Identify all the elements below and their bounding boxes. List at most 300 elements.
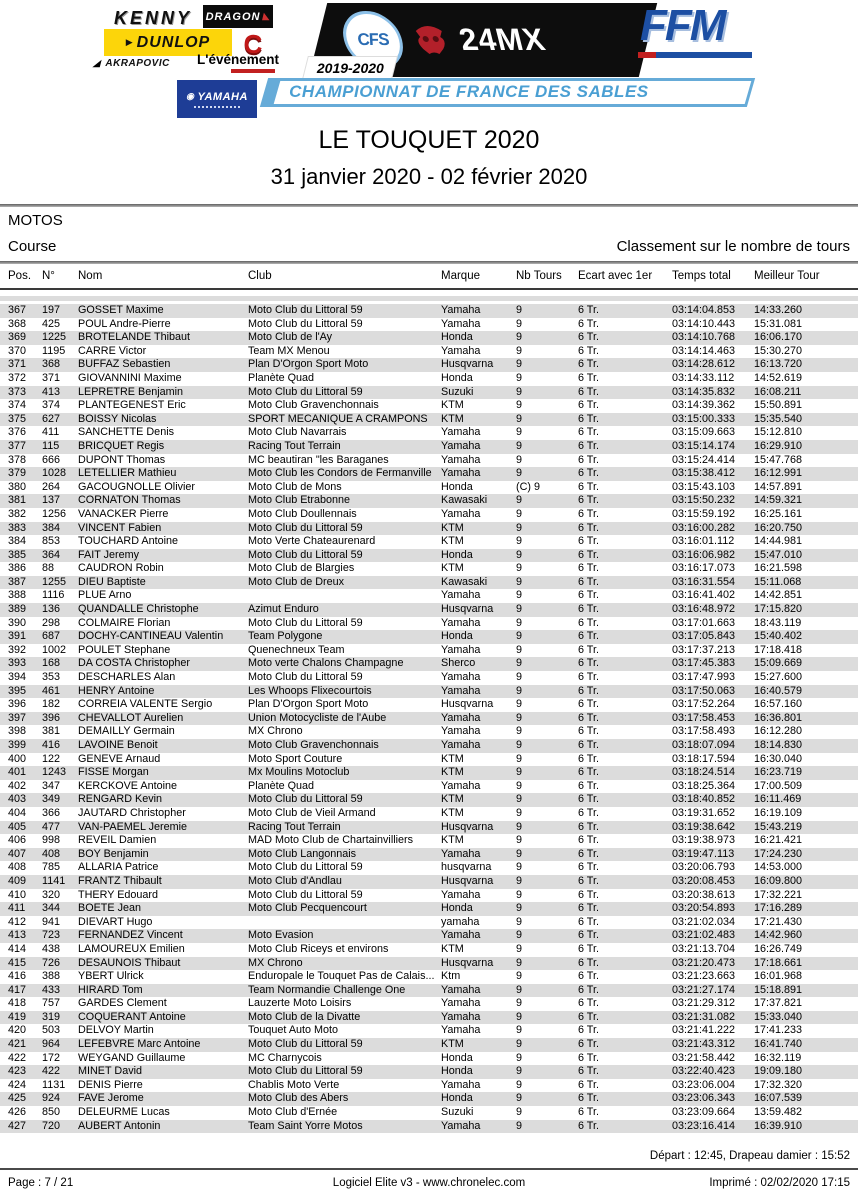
table-row (0, 970, 858, 984)
cell: 394 (8, 671, 27, 684)
cell: 03:16:06.982 (672, 548, 736, 561)
cell: 9 (516, 643, 523, 656)
cell: Suzuki (441, 385, 474, 398)
cell: 03:23:09.664 (672, 1106, 736, 1119)
cell: Suzuki (441, 1106, 474, 1119)
cell: 964 (42, 1038, 61, 1051)
table-row (0, 644, 858, 658)
cell: Honda (441, 480, 473, 493)
cell: 03:15:43.103 (672, 480, 736, 493)
table-row (0, 1038, 858, 1052)
cell: CHEVALLOT Aurelien (78, 711, 184, 724)
cell: 6 Tr. (578, 983, 600, 996)
cell: 9 (516, 1038, 523, 1051)
table-row (0, 875, 858, 889)
cell: 404 (8, 806, 27, 819)
cell: 03:20:08.453 (672, 874, 736, 887)
cell: 425 (8, 1092, 27, 1105)
cell: Kawasaki (441, 575, 488, 588)
table-row (0, 304, 858, 318)
cell: 9 (516, 902, 523, 915)
cell: LEPRETRE Benjamin (78, 385, 184, 398)
cell: 1141 (42, 874, 66, 887)
cell: 378 (8, 453, 27, 466)
table-row (0, 1079, 858, 1093)
cell: 6 Tr. (578, 630, 600, 643)
cell: 388 (8, 589, 27, 602)
cell: KERCKOVE Antoine (78, 779, 178, 792)
cell: DESAUNOIS Thibaut (78, 956, 181, 969)
cell: 9 (516, 630, 523, 643)
cell: Moto Club Doullennais (248, 507, 357, 520)
cell: 720 (42, 1119, 61, 1132)
cell: 16:41.740 (754, 1038, 803, 1051)
cell: 9 (516, 616, 523, 629)
cell: 16:08.211 (754, 385, 802, 398)
cell: 6 Tr. (578, 494, 600, 507)
cell: 371 (8, 358, 27, 371)
cell: Moto Club du Littoral 59 (248, 521, 363, 534)
cell: 03:18:07.094 (672, 739, 736, 751)
cell: 374 (8, 399, 27, 412)
cell: 6 Tr. (578, 779, 600, 792)
cell: 6 Tr. (578, 467, 600, 480)
cell: 03:15:09.663 (672, 426, 736, 439)
cell: Racing Tout Terrain (248, 820, 341, 833)
devil-mask-icon (410, 25, 451, 55)
cell: Moto Club du Littoral 59 (248, 1065, 363, 1078)
cell: KTM (441, 793, 464, 806)
cell: 9 (516, 725, 523, 738)
table-row (0, 780, 858, 794)
kenny-logo: KENNY (114, 8, 193, 28)
cell: 368 (42, 358, 61, 371)
cell: 6 Tr. (578, 793, 600, 806)
cell: Moto verte Chalons Champagne (248, 657, 404, 670)
cell: 407 (8, 847, 27, 860)
cfs-logo: CFS (337, 11, 409, 69)
table-header-underline (0, 288, 858, 290)
cell: GOSSET Maxime (78, 304, 164, 316)
cell: Planète Quad (248, 779, 315, 792)
cell: 6 Tr. (578, 671, 600, 684)
cell: 9 (516, 385, 523, 398)
table-row (0, 372, 858, 386)
cell: 16:29.910 (754, 439, 803, 452)
cell: BROTELANDE Thibaut (78, 331, 191, 344)
cell: 16:12.280 (754, 725, 803, 738)
cell: MC beautiran "les Baraganes (248, 453, 389, 466)
cell: 388 (42, 970, 61, 983)
cell: 03:17:47.993 (672, 671, 736, 684)
levenement-logo (197, 52, 277, 73)
table-row (0, 426, 858, 440)
cell: 424 (8, 1078, 27, 1091)
cell: 16:07.539 (754, 1092, 803, 1105)
cell: MX Chrono (248, 956, 303, 969)
cell: Moto Club du Littoral 59 (248, 888, 363, 901)
cell: Yamaha (441, 779, 481, 792)
cell: 6 Tr. (578, 1119, 600, 1132)
cell: 384 (8, 535, 27, 548)
cell: 6 Tr. (578, 1078, 600, 1091)
cell: HIRARD Tom (78, 983, 143, 996)
cell: 6 Tr. (578, 1065, 600, 1078)
cell: 03:18:40.852 (672, 793, 736, 806)
cell: 298 (42, 616, 61, 629)
table-row (0, 331, 858, 345)
cell: 15:27.600 (754, 671, 803, 684)
cell: POULET Stephane (78, 643, 171, 656)
cell: WEYGAND Guillaume (78, 1051, 186, 1064)
cell: 9 (516, 426, 523, 439)
cell: 17:24.230 (754, 847, 803, 860)
table-row (0, 494, 858, 508)
cell: 16:12.991 (754, 467, 803, 480)
cell: GACOUGNOLLE Olivier (78, 480, 195, 493)
cell: 785 (42, 861, 61, 874)
cell: Moto Club Gravenchonnais (248, 399, 379, 412)
cell: 6 Tr. (578, 1051, 600, 1064)
divider-top (0, 204, 858, 207)
cell: 6 Tr. (578, 616, 600, 629)
cell: Yamaha (441, 439, 481, 452)
cell: 9 (516, 358, 523, 371)
cell: 6 Tr. (578, 304, 600, 316)
dragon-flame-icon: ◣ (262, 11, 271, 21)
cell: 9 (516, 1051, 523, 1064)
cell: 16:25.161 (754, 507, 803, 520)
cell: 426 (8, 1106, 27, 1119)
cell: MINET David (78, 1065, 142, 1078)
table-row (0, 889, 858, 903)
table-row (0, 358, 858, 372)
cell: 373 (8, 385, 27, 398)
cell: 03:17:37.213 (672, 643, 736, 656)
cell: FAIT Jeremy (78, 548, 139, 561)
akrapovic-mark-icon: ◢ (93, 58, 101, 68)
cell: 372 (8, 371, 27, 384)
cell: 6 Tr. (578, 1106, 600, 1119)
cell: Moto Club Etrabonne (248, 494, 351, 507)
table-header-row (0, 268, 858, 285)
cell: 03:14:35.832 (672, 385, 736, 398)
cell: 03:17:58.493 (672, 725, 736, 738)
cell: 03:15:24.414 (672, 453, 736, 466)
cell: 9 (516, 956, 523, 969)
cell: 03:22:40.423 (672, 1065, 736, 1078)
cell: Yamaha (441, 739, 481, 751)
cell: 367 (8, 304, 27, 316)
cell: 16:32.119 (754, 1051, 802, 1064)
cell: 998 (42, 834, 61, 847)
cell: 03:17:01.663 (672, 616, 736, 629)
cell: Ktm (441, 970, 461, 983)
cell: 9 (516, 752, 523, 765)
cell: 726 (42, 956, 61, 969)
cell: 14:53.000 (754, 861, 803, 874)
cell: 9 (516, 779, 523, 792)
table-row (0, 916, 858, 930)
table-row (0, 413, 858, 427)
table-row (0, 603, 858, 617)
cell: 6 Tr. (578, 725, 600, 738)
cell: 384 (42, 521, 61, 534)
cell: BUFFAZ Sebastien (78, 358, 171, 371)
table-row (0, 657, 858, 671)
cell: 03:15:14.174 (672, 439, 736, 452)
cell: 14:33.260 (754, 304, 803, 316)
cell: 03:20:54.893 (672, 902, 736, 915)
cell: 461 (42, 684, 61, 697)
cell: 6 Tr. (578, 902, 600, 915)
cell: 412 (8, 915, 27, 928)
cell: 6 Tr. (578, 521, 600, 534)
cell: 182 (42, 698, 61, 711)
cell: 6 Tr. (578, 344, 600, 357)
cell: 03:15:50.232 (672, 494, 736, 507)
cell: 423 (8, 1065, 27, 1078)
cell: 416 (8, 970, 27, 983)
cell: 421 (8, 1038, 27, 1051)
cell: 03:16:41.402 (672, 589, 736, 602)
cell: Moto Club du Littoral 59 (248, 548, 363, 561)
cell: 03:18:24.514 (672, 766, 736, 779)
table-row (0, 508, 858, 522)
cell: 03:18:17.594 (672, 752, 736, 765)
cell: 03:19:31.652 (672, 806, 736, 819)
cell: 416 (42, 739, 61, 751)
cell: 15:18.891 (754, 983, 803, 996)
cell: 03:21:02.483 (672, 929, 736, 942)
cell: 9 (516, 684, 523, 697)
cell: 320 (42, 888, 61, 901)
cell: 408 (42, 847, 61, 860)
cell: 380 (8, 480, 27, 493)
cell: 9 (516, 1078, 523, 1091)
cell: 371 (42, 371, 61, 384)
table-row (0, 522, 858, 536)
cell: 924 (42, 1092, 61, 1105)
cell: 137 (42, 494, 61, 507)
cell: Plan D'Orgon Sport Moto (248, 358, 369, 371)
cell: 353 (42, 671, 61, 684)
cell: 6 Tr. (578, 942, 600, 955)
cell: 723 (42, 929, 61, 942)
table-row (0, 318, 858, 332)
cell: Sherco (441, 657, 476, 670)
cell: SPORT MECANIQUE A CRAMPONS (248, 412, 428, 425)
cell: 14:59.321 (754, 494, 803, 507)
cell: Yamaha (441, 997, 481, 1010)
page-number: Page : 7 / 21 (8, 1177, 74, 1189)
cell: Honda (441, 1092, 473, 1105)
table-row (0, 454, 858, 468)
cell: PLUE Arno (78, 589, 132, 602)
cell: Yamaha (441, 847, 481, 860)
cell: Honda (441, 1065, 473, 1078)
cell: Kawasaki (441, 494, 488, 507)
cell: 9 (516, 739, 523, 751)
cell: QUANDALLE Christophe (78, 603, 199, 616)
cell: 6 Tr. (578, 929, 600, 942)
cell: Les Whoops Flixecourtois (248, 684, 372, 697)
cell: 9 (516, 589, 523, 602)
cell: 687 (42, 630, 61, 643)
cell: LETELLIER Mathieu (78, 467, 177, 480)
c-sponsor-logo: C (243, 29, 263, 59)
cell: 6 Tr. (578, 507, 600, 520)
software-credit: Logiciel Elite v3 - www.chronelec.com (332, 1177, 526, 1189)
cell: 366 (42, 806, 61, 819)
cell: CAUDRON Robin (78, 562, 164, 575)
table-row (0, 997, 858, 1011)
cell: 17:21.430 (754, 915, 803, 928)
cell: 17:15.820 (754, 603, 803, 616)
cell: 1002 (42, 643, 67, 656)
cell: 9 (516, 1106, 523, 1119)
cell: 9 (516, 657, 523, 670)
cell: Moto Club de Dreux (248, 575, 345, 588)
cell: 422 (8, 1051, 27, 1064)
table-row (0, 821, 858, 835)
cell: Husqvarna (441, 603, 494, 616)
cell: Moto Club Riceys et environs (248, 942, 389, 955)
table-row (0, 861, 858, 875)
cell: 6 Tr. (578, 480, 600, 493)
cell: 9 (516, 711, 523, 724)
dunlop-arrow-icon: ▶ (125, 37, 133, 47)
cell: 9 (516, 847, 523, 860)
cell: Azimut Enduro (248, 603, 319, 616)
cell: husqvarna (441, 861, 492, 874)
cell: 9 (516, 1024, 523, 1037)
cell: PLANTEGENEST Eric (78, 399, 186, 412)
cell: 9 (516, 317, 523, 330)
cell: LAMOUREUX Emilien (78, 942, 185, 955)
cell: VINCENT Fabien (78, 521, 162, 534)
cell: 17:32.221 (754, 888, 803, 901)
cell: 03:17:50.063 (672, 684, 736, 697)
cell: Touquet Auto Moto (248, 1024, 339, 1037)
cell: 6 Tr. (578, 317, 600, 330)
table-row (0, 589, 858, 603)
cell: 6 Tr. (578, 874, 600, 887)
cell: KTM (441, 942, 464, 955)
cell: 9 (516, 942, 523, 955)
cell: 172 (42, 1051, 61, 1064)
cell: 941 (42, 915, 61, 928)
cell: Moto Sport Couture (248, 752, 343, 765)
cell: 17:37.821 (754, 997, 803, 1010)
cell: 16:11.469 (754, 793, 802, 806)
season-text: 2019-2020 (316, 59, 384, 76)
cell: 9 (516, 521, 523, 534)
cell: Yamaha (441, 1010, 481, 1023)
table-row (0, 630, 858, 644)
cell: DIEVART Hugo (78, 915, 153, 928)
cell: 03:14:04.853 (672, 304, 736, 316)
cell: 850 (42, 1106, 61, 1119)
cell: 6 Tr. (578, 562, 600, 575)
cell: KTM (441, 562, 464, 575)
cell: 15:40.402 (754, 630, 803, 643)
cell: 349 (42, 793, 61, 806)
cell: 9 (516, 467, 523, 480)
cell: 15:50.891 (754, 399, 803, 412)
cell: 03:14:14.463 (672, 344, 736, 357)
cell: 1028 (42, 467, 67, 480)
table-row (0, 1092, 858, 1106)
cell: 16:19.109 (754, 806, 803, 819)
cell: 375 (8, 412, 27, 425)
cell: 433 (42, 983, 61, 996)
yamaha-logo-text: YAMAHA (197, 90, 248, 103)
table-row (0, 848, 858, 862)
table-row (0, 671, 858, 685)
cell: LEFEBVRE Marc Antoine (78, 1038, 201, 1051)
cell: 9 (516, 766, 523, 779)
table-row (0, 766, 858, 780)
cell: 15:47.010 (754, 548, 803, 561)
table-row (0, 345, 858, 359)
cell: Moto Club Langonnais (248, 847, 357, 860)
cell: 03:23:06.004 (672, 1078, 736, 1091)
dragon-logo-text: DRAGON (205, 10, 261, 23)
cell: Honda (441, 902, 473, 915)
column-header-3: Nom (78, 270, 103, 282)
table-row (0, 1011, 858, 1025)
cell: Husqvarna (441, 820, 494, 833)
cell: 03:20:06.793 (672, 861, 736, 874)
cell: 381 (42, 725, 61, 738)
cell: RENGARD Kevin (78, 793, 162, 806)
cell: 409 (8, 874, 27, 887)
cell: 6 Tr. (578, 603, 600, 616)
cell: MC Charnycois (248, 1051, 322, 1064)
cell: Moto Club du Littoral 59 (248, 616, 363, 629)
cell: Yamaha (441, 983, 481, 996)
cell: Lauzerte Moto Loisirs (248, 997, 352, 1010)
cell: 115 (42, 439, 60, 452)
cell: Husqvarna (441, 358, 494, 371)
results-table (0, 268, 858, 1133)
cell: 401 (8, 766, 27, 779)
cell: DIEU Baptiste (78, 575, 146, 588)
cell: POUL Andre-Pierre (78, 317, 171, 330)
cell: 853 (42, 535, 61, 548)
cell: Yamaha (441, 643, 481, 656)
cell: BOETE Jean (78, 902, 142, 915)
cell: 9 (516, 412, 523, 425)
table-row (0, 807, 858, 821)
cell: Quenechneux Team (248, 643, 345, 656)
cell: 03:16:31.554 (672, 575, 736, 588)
cell: YBERT Ulrick (78, 970, 144, 983)
cell: KTM (441, 521, 464, 534)
printed-timestamp: Imprimé : 02/02/2020 17:15 (709, 1177, 850, 1189)
cell (248, 589, 441, 603)
cell: 17:18.418 (754, 643, 803, 656)
cell: 390 (8, 616, 27, 629)
cell: 438 (42, 942, 61, 955)
cell: 413 (42, 385, 61, 398)
cell: 14:44.981 (754, 535, 803, 548)
cell: 03:19:47.113 (672, 847, 735, 860)
cell: Moto Club de la Divatte (248, 1010, 361, 1023)
cell: 6 Tr. (578, 752, 600, 765)
cell: 03:20:38.613 (672, 888, 736, 901)
